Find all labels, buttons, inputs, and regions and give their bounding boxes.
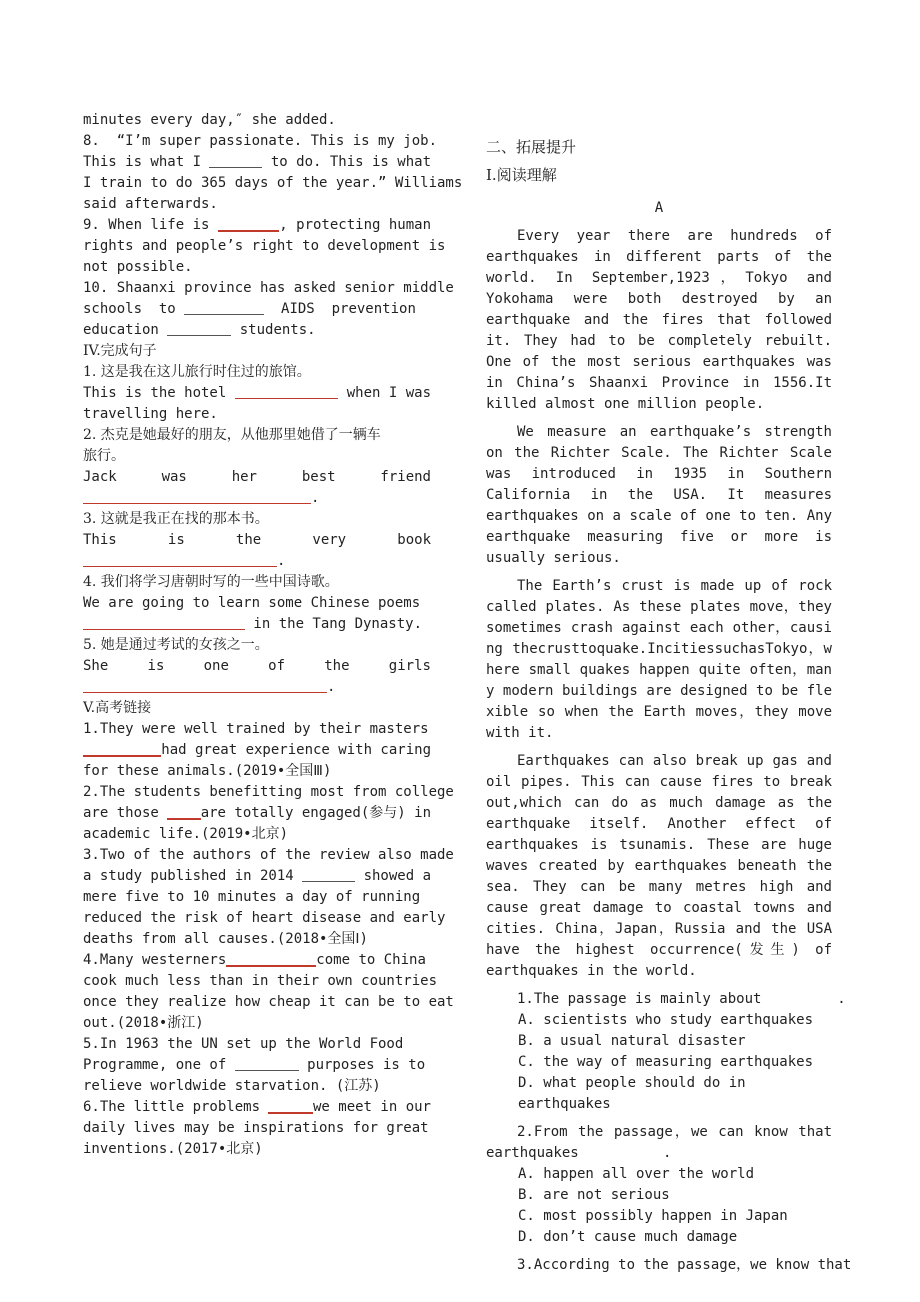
- answer-blank-s3[interactable]: [83, 551, 277, 567]
- g4-line-2: [83, 971, 438, 992]
- question-1-option-a[interactable]: A. scientists who study earthquakes: [518, 1012, 814, 1028]
- question-2-stem-cont: earthquakes .: [486, 1145, 672, 1161]
- question-1-stem: 1.The passage is mainly about .: [517, 991, 846, 1007]
- q10-line-1: [83, 278, 454, 299]
- line-text: mere five to 10 minutes a day of running: [83, 889, 421, 905]
- s2-chinese-2: [83, 446, 431, 467]
- section-v-heading: [83, 698, 431, 719]
- line-text: I train to do 365 days of the year.” Williams: [83, 175, 463, 191]
- g2-line-1: [83, 782, 454, 803]
- g6-line-3: [83, 1139, 431, 1160]
- answer-blank-g2[interactable]: [167, 803, 200, 820]
- line-text: 6.The little problems: [83, 1099, 269, 1115]
- paragraph-4: Earthquakes can also break up gas and oil pipes. This can cause fires to break out,which can do as much damage as the earthquake itself. Another effect of earthquakes is tsunamis. These are huge waves created by earthquakes beneath the sea. They can be many metres high and cause great damage to coastal towns and cities. China，Japan，Russia and the USA have the highest occurrence(发生) of earthquakes in the world.: [486, 753, 832, 979]
- section-iv-heading: [83, 341, 431, 362]
- g3-line-2: [83, 866, 431, 887]
- line-text: 1.They were well trained by their masters: [83, 721, 429, 737]
- question-2-option-b[interactable]: B. are not serious: [518, 1187, 670, 1203]
- g6-line-2: [83, 1118, 431, 1139]
- word: best: [301, 469, 336, 485]
- line-text: to do. This is what: [262, 154, 431, 170]
- line-text: This is what I: [83, 154, 210, 170]
- word: is: [147, 658, 165, 674]
- line-text: , protecting human: [279, 217, 431, 233]
- word: book: [397, 532, 431, 548]
- answer-blank-g6[interactable]: [268, 1097, 313, 1114]
- line-text: inventions.(2017•北京): [83, 1141, 263, 1157]
- answer-blank-g3[interactable]: [302, 866, 355, 882]
- answer-blank-g5[interactable]: [235, 1055, 299, 1071]
- question-2-option-a[interactable]: A. happen all over the world: [518, 1166, 755, 1182]
- s4-chinese: [83, 572, 431, 593]
- s2-answer-line: .: [83, 488, 431, 509]
- line-text: academic life.(2019•北京): [83, 826, 289, 842]
- word: was: [161, 469, 187, 485]
- heading-text: I.阅读理解: [486, 166, 557, 184]
- right-column: [486, 136, 852, 1276]
- g3-line-5: [83, 929, 431, 950]
- line-text: Programme, one of: [83, 1057, 235, 1073]
- q9-line-2: [83, 236, 446, 257]
- g1-line-3: [83, 761, 431, 782]
- question-1-option-c[interactable]: C. the way of measuring earthquakes: [518, 1054, 814, 1070]
- section-2-heading: [486, 136, 832, 158]
- line-text: had great experience with caring: [161, 742, 431, 758]
- g4-line-3: [83, 992, 454, 1013]
- answer-blank-s1[interactable]: [235, 383, 339, 399]
- s1-line-1: [83, 383, 431, 404]
- g6-line-1: [83, 1097, 431, 1118]
- word: her: [231, 469, 257, 485]
- line-text: 1. 这是我在这儿旅行时住过的旅馆。: [83, 364, 311, 380]
- q8-line-4: [83, 194, 431, 215]
- line-text: 4.Many westerners: [83, 952, 227, 968]
- line-text: 8. “I’m super passionate. This is my job.: [83, 133, 438, 149]
- g1-line-2: [83, 740, 431, 761]
- s5-answer-line: .: [83, 677, 431, 698]
- line-text: schools to: [83, 301, 185, 317]
- word: friend: [380, 469, 431, 485]
- q8-line-1: [83, 131, 438, 152]
- word: She: [83, 658, 109, 674]
- answer-blank-g4[interactable]: [226, 950, 316, 967]
- question-2-stem: 2.From the passage，we can know that: [517, 1124, 832, 1140]
- heading-text: IV.完成句子: [83, 343, 157, 359]
- s1-chinese: [83, 362, 431, 383]
- question-1-option-d[interactable]: D. what people should do in earthquakes: [518, 1075, 746, 1112]
- answer-blank-q9[interactable]: [218, 215, 279, 232]
- question-3-stem: 3.According to the passage，we know that: [517, 1257, 852, 1273]
- line-text: when I was: [338, 385, 431, 401]
- s4-line-2: [83, 614, 431, 635]
- q10-line-2: [83, 299, 431, 320]
- s3-answer-line: .: [83, 551, 431, 572]
- line-text: for these animals.(2019•全国Ⅲ): [83, 763, 332, 779]
- g1-line-1: [83, 719, 431, 740]
- line-text: a study published in 2014: [83, 868, 303, 884]
- g4-line-1: [83, 950, 431, 971]
- section-i-heading: [486, 164, 832, 186]
- line-text: This is the hotel: [83, 385, 235, 401]
- line-text: 5.In 1963 the UN set up the World Food: [83, 1036, 404, 1052]
- line-text: we meet in our: [312, 1099, 431, 1115]
- line-text: education: [83, 322, 168, 338]
- paragraph-1: Every year there are hundreds of earthquakes in different parts of the world. In September,1923，Tokyo and Yokohama were both destroyed by an earthquake and the fires that followed it. They had to be completely rebuilt. One of the most serious earthquakes was in China’s Shaanxi Province in 1556.It killed almost one million people.: [486, 228, 832, 412]
- s4-line-1: [83, 593, 431, 614]
- heading-text: V.高考链接: [83, 700, 152, 716]
- line-text: out.(2018•浙江): [83, 1015, 204, 1031]
- line-text: not possible.: [83, 259, 193, 275]
- line-text: AIDS prevention: [264, 301, 416, 317]
- line-text: 2.The students benefitting most from college: [83, 784, 454, 800]
- line-text: said afterwards.: [83, 196, 218, 212]
- s3-words: [83, 530, 431, 551]
- line-text: travelling here.: [83, 406, 218, 422]
- g2-line-2: [83, 803, 431, 824]
- line-text: 3. 这就是我正在找的那本书。: [83, 511, 269, 527]
- answer-blank-s5[interactable]: [83, 677, 327, 693]
- line-text: showed a: [355, 868, 431, 884]
- g3-line-1: [83, 845, 454, 866]
- answer-blank-q10b[interactable]: [167, 320, 231, 336]
- word: girls: [388, 658, 431, 674]
- s1-line-2: [83, 404, 431, 425]
- g5-line-1: [83, 1034, 431, 1055]
- answer-blank-q10a[interactable]: [184, 299, 264, 315]
- line-text: are those: [83, 805, 168, 821]
- s2-words: [83, 467, 431, 488]
- word: Jack: [83, 469, 117, 485]
- s5-chinese: [83, 635, 431, 656]
- word: the: [235, 532, 262, 548]
- answer-blank-s2[interactable]: [83, 488, 311, 504]
- word: This: [83, 532, 117, 548]
- word: the: [324, 658, 350, 674]
- line-text: in the Tang Dynasty.: [245, 616, 423, 632]
- line-text: deaths from all causes.(2018•全国Ⅰ): [83, 931, 368, 947]
- g3-line-3: [83, 887, 431, 908]
- line-text: daily lives may be inspirations for great: [83, 1120, 429, 1136]
- text-line: [83, 110, 431, 131]
- line-text: relieve worldwide starvation. (江苏): [83, 1078, 381, 1094]
- g3-line-4: [83, 908, 446, 929]
- line-text: We are going to learn some Chinese poems: [83, 595, 421, 611]
- line-text: come to China: [316, 952, 426, 968]
- word: is: [167, 532, 185, 548]
- q9-line-3: [83, 257, 431, 278]
- s5-words: [83, 656, 431, 677]
- line-text: minutes every day,″ she added.: [83, 112, 336, 128]
- paragraph-2: We measure an earthquake’s strength on the Richter Scale. The Richter Scale was introduced in 1935 in Southern California in the USA. It measures earthquakes on a scale of one to ten. Any earthquake measuring five or more is usually serious.: [486, 424, 832, 566]
- s2-chinese-1: [83, 425, 431, 446]
- question-2-option-d[interactable]: D. don’t cause much damage: [518, 1229, 738, 1245]
- answer-blank-s4[interactable]: [83, 614, 245, 630]
- g2-line-3: [83, 824, 431, 845]
- line-text: 5. 她是通过考试的女孩之一。: [83, 637, 269, 653]
- q9-line-1: [83, 215, 431, 236]
- q10-line-3: [83, 320, 431, 341]
- answer-blank-q8[interactable]: [209, 152, 262, 168]
- line-text: students.: [231, 322, 316, 338]
- question-2-option-c[interactable]: C. most possibly happen in Japan: [518, 1208, 788, 1224]
- s3-chinese: [83, 509, 431, 530]
- word: of: [268, 658, 286, 674]
- g5-line-2: [83, 1055, 431, 1076]
- line-text: 旅行。: [83, 448, 125, 464]
- g4-line-4: [83, 1013, 431, 1034]
- paragraph-3: The Earth’s crust is made up of rock called plates. As these plates move，they sometimes crash against each other，causing thecrusttoquake.IncitiessuchasTokyo，where small quakes happen quite often，many modern buildings are designed to be flexible so when the Earth moves，they move with it.: [486, 578, 832, 741]
- line-text: rights and people’s right to development is: [83, 238, 446, 254]
- question-1-option-b[interactable]: B. a usual natural disaster: [518, 1033, 746, 1049]
- line-text: once they realize how cheap it can be to eat: [83, 994, 454, 1010]
- passage-label: A: [654, 200, 664, 216]
- line-text: 2. 杰克是她最好的朋友，从他那里她借了一辆车: [83, 427, 381, 443]
- line-text: 9. When life is: [83, 217, 218, 233]
- answer-blank-g1[interactable]: [83, 740, 161, 757]
- line-text: are totally engaged(参与) in: [200, 805, 431, 821]
- line-text: reduced the risk of heart disease and early: [83, 910, 446, 926]
- line-text: 3.Two of the authors of the review also made: [83, 847, 454, 863]
- line-text: 10. Shaanxi province has asked senior middle: [83, 280, 454, 296]
- word: one: [203, 658, 229, 674]
- q8-line-3: [83, 173, 463, 194]
- line-text: cook much less than in their own countries: [83, 973, 438, 989]
- g5-line-3: [83, 1076, 431, 1097]
- line-text: 4. 我们将学习唐朝时写的一些中国诗歌。: [83, 574, 339, 590]
- q8-line-2: [83, 152, 431, 173]
- word: very: [312, 532, 347, 548]
- line-text: purposes is to: [298, 1057, 426, 1073]
- heading-text: 二、拓展提升: [486, 138, 577, 156]
- left-column: [83, 110, 463, 1160]
